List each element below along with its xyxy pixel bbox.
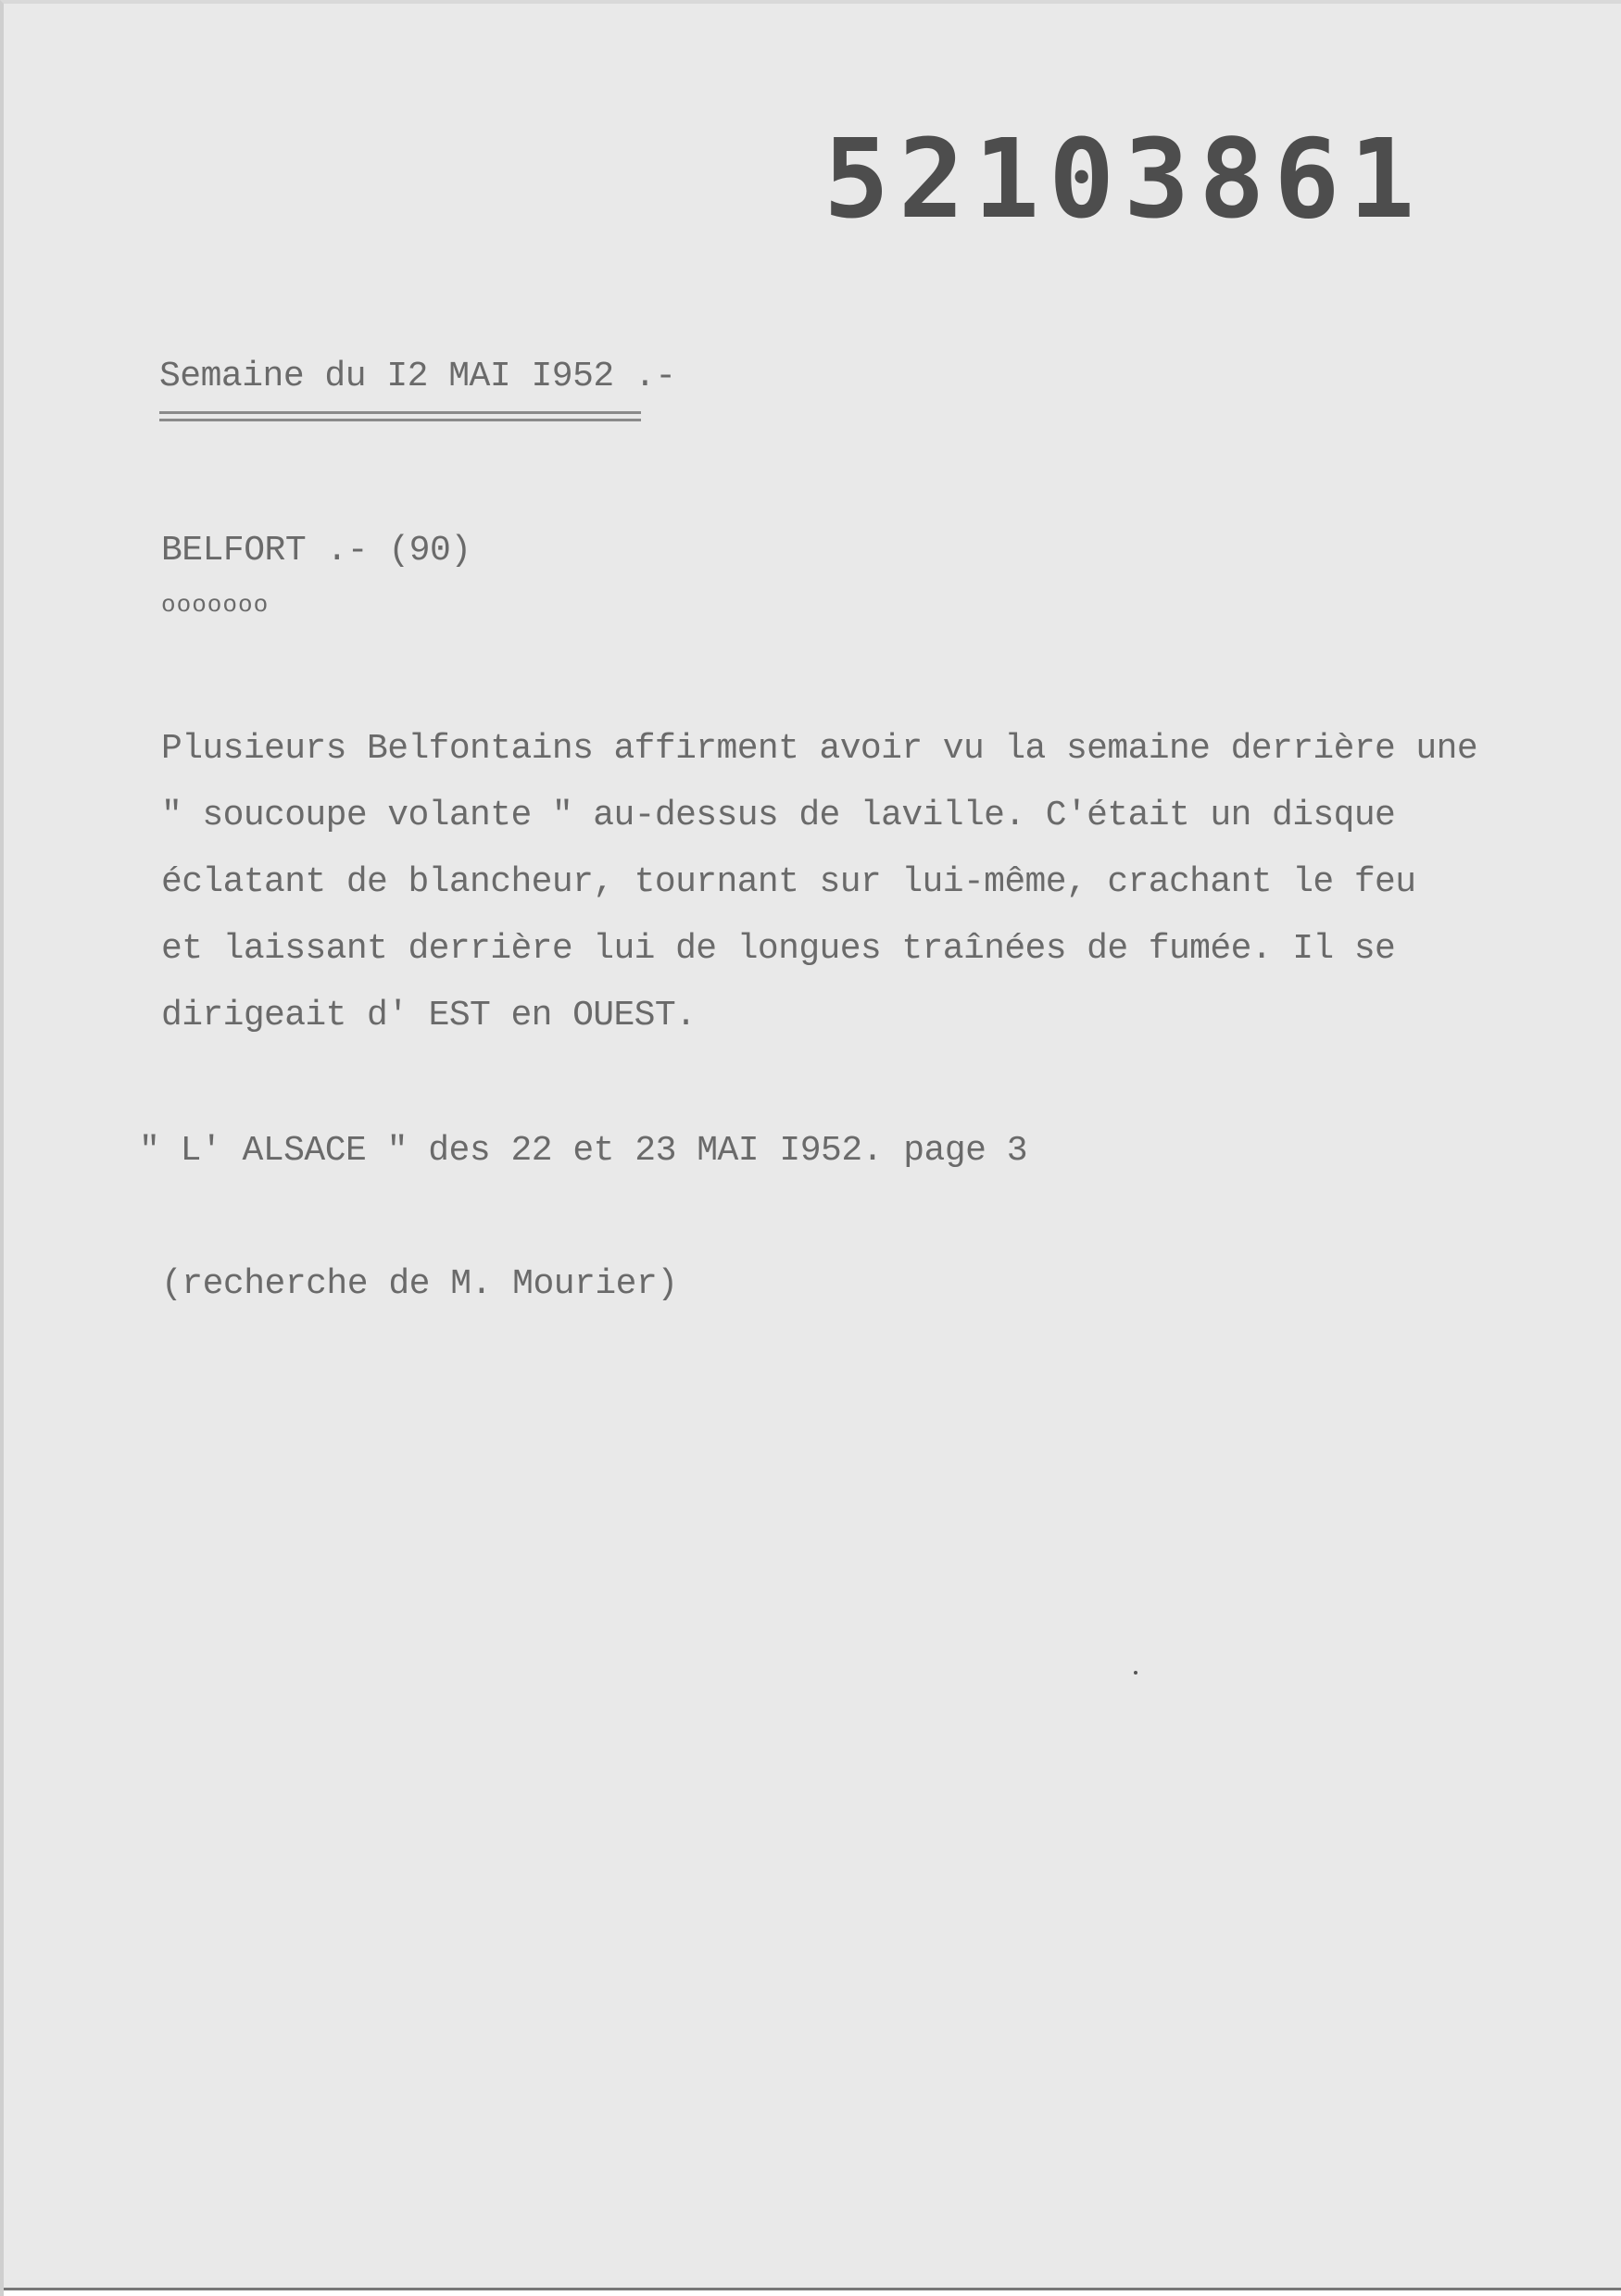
paper-speck (1134, 1671, 1137, 1675)
source-reference: " L' ALSACE " des 22 et 23 MAI I952. page 3 (139, 1131, 1028, 1171)
body-line-5: dirigeait d' EST en OUEST. (161, 996, 697, 1035)
location-underline: ooooooo (161, 591, 270, 619)
location-heading: BELFORT .- (90) (161, 531, 471, 571)
body-line-4: et laissant derrière lui de longues traînées de fumée. Il se (161, 929, 1396, 969)
heading-underline-top (159, 411, 641, 414)
week-heading: Semaine du I2 MAI I952 .- (159, 357, 676, 396)
stamp-number: 52103861 (823, 115, 1425, 243)
research-credit: (recherche de M. Mourier) (161, 1264, 678, 1304)
page-bottom-edge (4, 2288, 1621, 2296)
body-line-2: " soucoupe volante " au-dessus de laville. C'était un disque (161, 796, 1396, 835)
body-line-3: éclatant de blancheur, tournant sur lui-même, crachant le feu (161, 862, 1416, 902)
heading-underline-bottom (159, 419, 641, 421)
body-line-1: Plusieurs Belfontains affirment avoir vu la semaine derrière une (161, 729, 1478, 769)
